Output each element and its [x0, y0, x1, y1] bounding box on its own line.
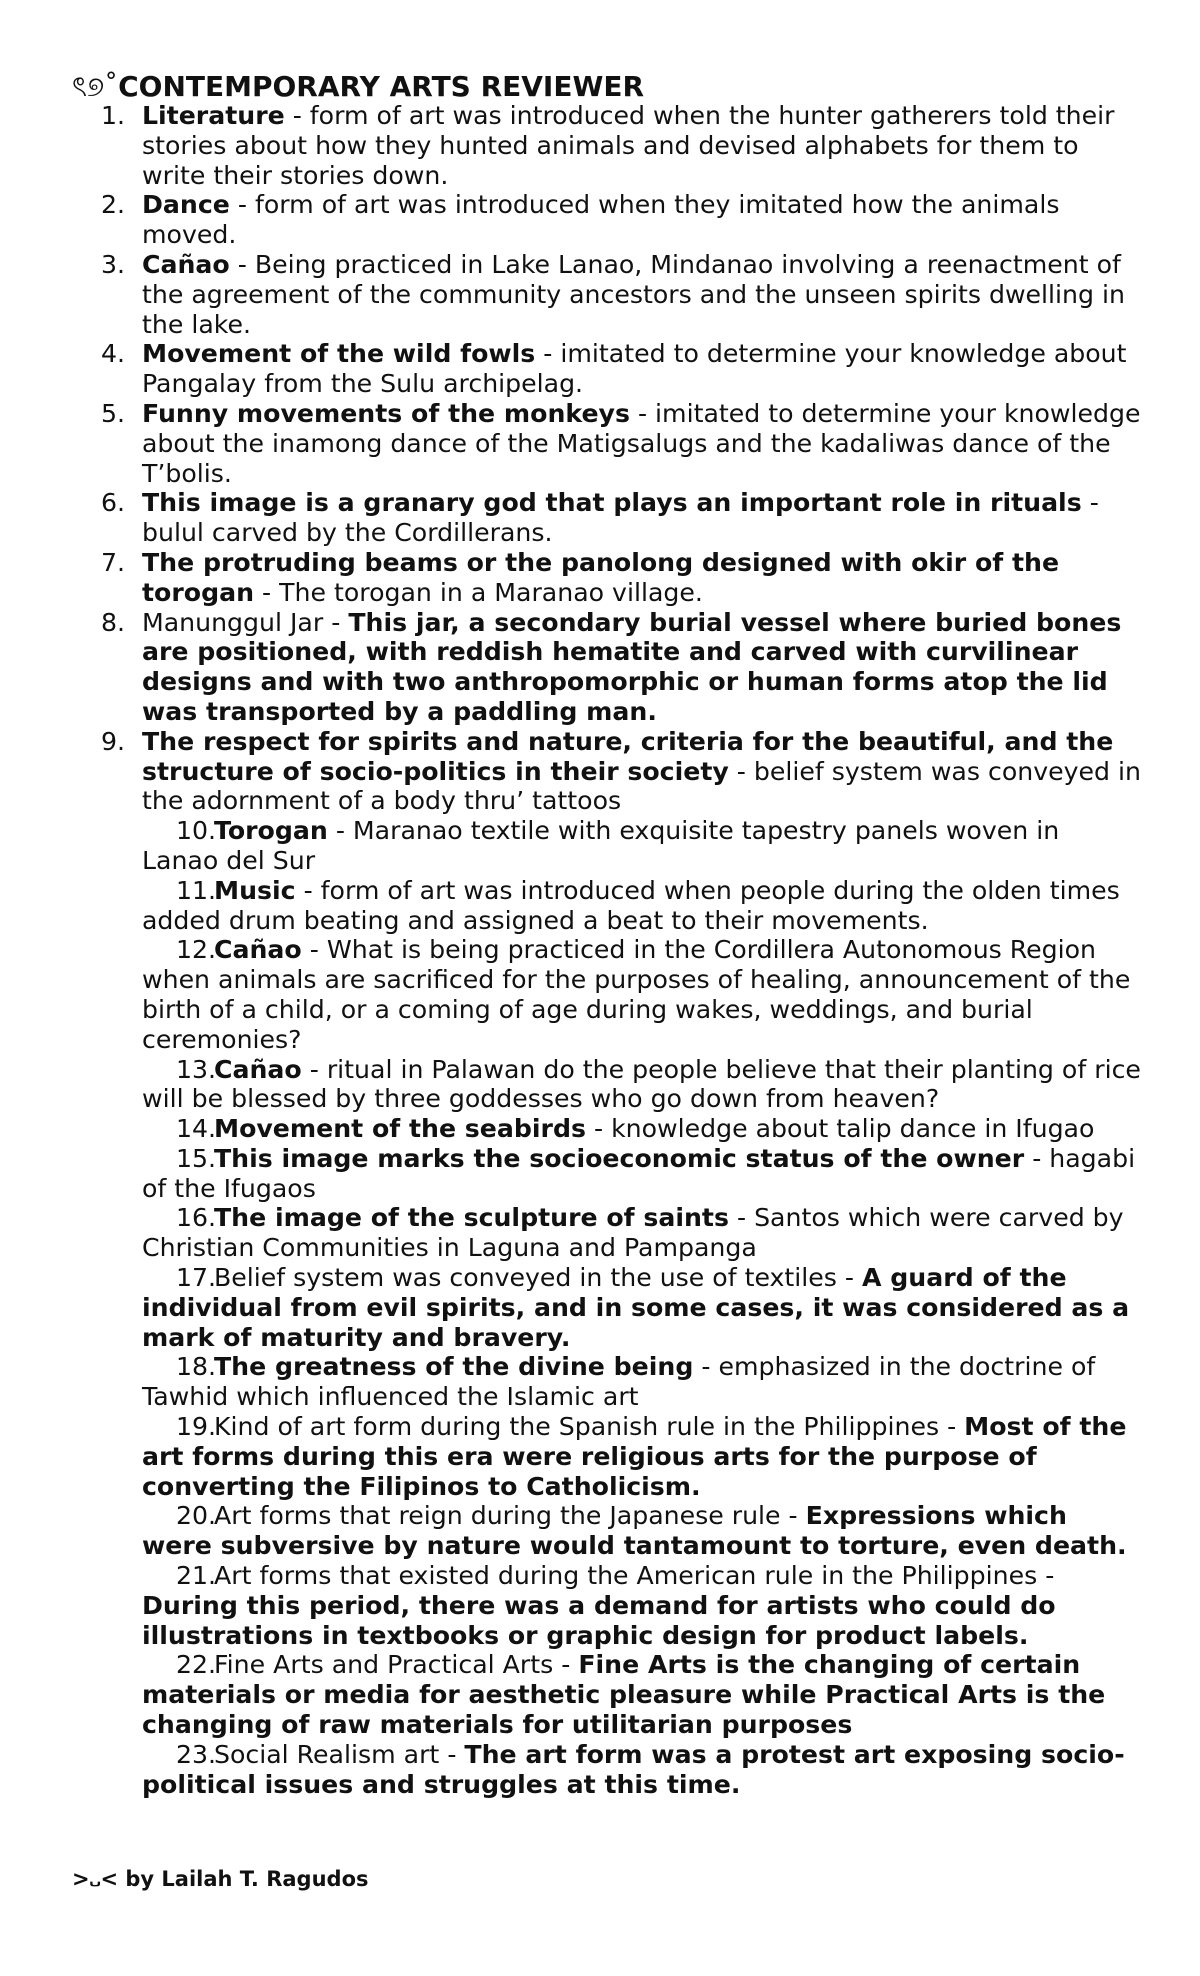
- item-number: 12.: [176, 935, 217, 965]
- title-text: CONTEMPORARY ARTS REVIEWER: [118, 70, 645, 103]
- item-number: 8.: [100, 607, 125, 637]
- item-bold-text: Cañao: [142, 249, 230, 279]
- item-bold-text: The respect for spirits and nature, criteria for the beautiful, and the structure of socio-politics in their society: [142, 726, 1114, 786]
- item-number: 9.: [100, 726, 125, 756]
- item-bold-text: Movement of the wild fowls: [142, 339, 536, 369]
- list-item: [0, 1203, 1142, 1263]
- list-item: [0, 1352, 1142, 1412]
- item-number: 2.: [100, 190, 125, 220]
- item-number: 21.: [176, 1561, 217, 1591]
- list-item: [0, 548, 1142, 608]
- list-item: [0, 250, 1142, 339]
- list-item: [0, 1740, 1142, 1800]
- list-item: [0, 1144, 1142, 1204]
- item-number: 14.: [176, 1114, 217, 1144]
- list-item: [0, 935, 1142, 1054]
- author-credit: >᎑< by Lailah T. Ragudos: [72, 1867, 369, 1891]
- item-text: - Maranao textile with exquisite tapestry panels woven in Lanao del Sur: [142, 816, 1060, 875]
- item-text: - The torogan in a Maranao village.: [254, 577, 703, 607]
- list-item: [0, 1263, 1142, 1352]
- item-number: 23.: [176, 1739, 217, 1769]
- item-number: 3.: [100, 249, 125, 279]
- list-item: [0, 876, 1142, 936]
- list-item: [0, 339, 1142, 399]
- item-number: 16.: [176, 1203, 217, 1233]
- list-item: [0, 1501, 1142, 1561]
- item-number: 10.: [176, 816, 217, 846]
- item-text: Manunggul Jar -: [142, 607, 349, 637]
- item-number: 4.: [100, 339, 125, 369]
- item-bold-text: Expressions which were subversive by nature would tantamount to torture, even death.: [142, 1501, 1127, 1561]
- list-item: [0, 399, 1142, 488]
- item-text: - form of art was introduced when the hunter gatherers told their stories about how they hunted animals and devised alphabets for them to write their stories down.: [142, 101, 1115, 190]
- item-text: - belief system was conveyed in the adornment of a body thru’ tattoos: [142, 756, 1141, 816]
- item-text: - What is being practiced in the Cordillera Autonomous Region when animals are sacrificed for the purposes of healing, announcement of the birth of a child, or a coming of age during wakes, weddings, and burial ceremonies?: [142, 935, 1131, 1054]
- item-bold-text: Music: [214, 875, 296, 905]
- item-bold-text: A guard of the individual from evil spirits, and in some cases, it was considered as a mark of maturity and bravery.: [142, 1263, 1130, 1352]
- item-bold-text: This image is a granary god that plays an important role in rituals: [142, 488, 1082, 518]
- item-number: 20.: [176, 1501, 217, 1531]
- item-bold-text: Movement of the seabirds: [214, 1114, 586, 1144]
- item-text: - ritual in Palawan do the people believe that their planting of rice will be blessed by three goddesses who go down from heaven?: [142, 1054, 1141, 1114]
- item-number: 18.: [176, 1352, 217, 1382]
- item-text: - emphasized in the doctrine of Tawhid which influenced the Islamic art: [142, 1352, 1096, 1412]
- item-number: 7.: [100, 547, 125, 577]
- list-item: [0, 1561, 1142, 1650]
- list-item: [0, 816, 1142, 876]
- item-number: 13.: [176, 1054, 217, 1084]
- item-bold-text: Funny movements of the monkeys: [142, 398, 630, 428]
- item-bold-text: The protruding beams or the panolong designed with okir of the torogan: [142, 547, 1060, 607]
- decorative-bow-icon: ৎ୭˚: [72, 70, 119, 103]
- item-number: 19.: [176, 1412, 217, 1442]
- item-bold-text: The image of the sculpture of saints: [214, 1203, 729, 1233]
- item-text: - imitated to determine your knowledge about Pangalay from the Sulu archipelag.: [142, 339, 1127, 399]
- item-number: 17.: [176, 1263, 217, 1293]
- item-number: 15.: [176, 1143, 217, 1173]
- list-item: [0, 1114, 1142, 1144]
- page-title: [72, 70, 644, 104]
- item-text: - bulul carved by the Cordillerans.: [142, 488, 1099, 548]
- item-bold-text: The art form was a protest art exposing socio-political issues and struggles at this time.: [142, 1739, 1125, 1799]
- item-number: 6.: [100, 488, 125, 518]
- list-item: [0, 608, 1142, 727]
- item-text: - knowledge about talip dance in Ifugao: [585, 1114, 1095, 1144]
- list-item: [0, 1412, 1142, 1501]
- item-bold-text: This jar, a secondary burial vessel where buried bones are positioned, with reddish hematite and carved with curvilinear designs and with two anthropomorphic or human forms atop the lid was transported by a paddling man.: [142, 607, 1122, 726]
- item-bold-text: Torogan: [214, 816, 328, 846]
- list-item: [0, 190, 1142, 250]
- list-item: [0, 1055, 1142, 1115]
- item-bold-text: Cañao: [214, 1054, 302, 1084]
- item-bold-text: The greatness of the divine being: [214, 1352, 694, 1382]
- list-item: [0, 101, 1142, 190]
- list-item: [0, 727, 1142, 816]
- item-bold-text: Literature: [142, 101, 285, 130]
- reviewer-list: [0, 101, 1200, 1799]
- item-number: 5.: [100, 398, 125, 428]
- item-text: - Being practiced in Lake Lanao, Mindanao involving a reenactment of the agreement of the community ancestors and the unseen spirits dwelling in the lake.: [142, 249, 1125, 339]
- item-text: - hagabi of the Ifugaos: [142, 1143, 1136, 1203]
- item-text: - Santos which were carved by Christian Communities in Laguna and Pampanga: [142, 1203, 1124, 1263]
- item-number: 1.: [100, 101, 125, 130]
- item-bold-text: Cañao: [214, 935, 302, 965]
- item-bold-text: Most of the art forms during this era were religious arts for the purpose of converting the Filipinos to Catholicism.: [142, 1412, 1127, 1501]
- item-text: Art forms that existed during the American rule in the Philippines -: [214, 1561, 1055, 1591]
- item-text: Belief system was conveyed in the use of textiles -: [214, 1263, 862, 1293]
- item-text: Social Realism art -: [214, 1739, 465, 1769]
- item-text: - imitated to determine your knowledge about the inamong dance of the Matigsalugs and the kadaliwas dance of the T’bolis.: [142, 398, 1141, 488]
- item-bold-text: This image marks the socioeconomic status of the owner: [214, 1143, 1025, 1173]
- list-item: [0, 488, 1142, 548]
- list-item: [0, 1650, 1142, 1739]
- item-text: Art forms that reign during the Japanese rule -: [214, 1501, 806, 1531]
- item-text: Kind of art form during the Spanish rule in the Philippines -: [214, 1412, 965, 1442]
- item-text: - form of art was introduced when they imitated how the animals moved.: [142, 190, 1060, 250]
- item-text: Fine Arts and Practical Arts -: [214, 1650, 579, 1680]
- item-bold-text: During this period, there was a demand for artists who could do illustrations in textbooks or graphic design for product labels.: [142, 1590, 1056, 1650]
- item-bold-text: Dance: [142, 190, 230, 220]
- item-number: 22.: [176, 1650, 217, 1680]
- item-number: 11.: [176, 875, 217, 905]
- item-bold-text: Fine Arts is the changing of certain materials or media for aesthetic pleasure while Practical Arts is the changing of raw materials for utilitarian purposes: [142, 1650, 1106, 1740]
- item-text: - form of art was introduced when people during the olden times added drum beating and assigned a beat to their movements.: [142, 875, 1120, 935]
